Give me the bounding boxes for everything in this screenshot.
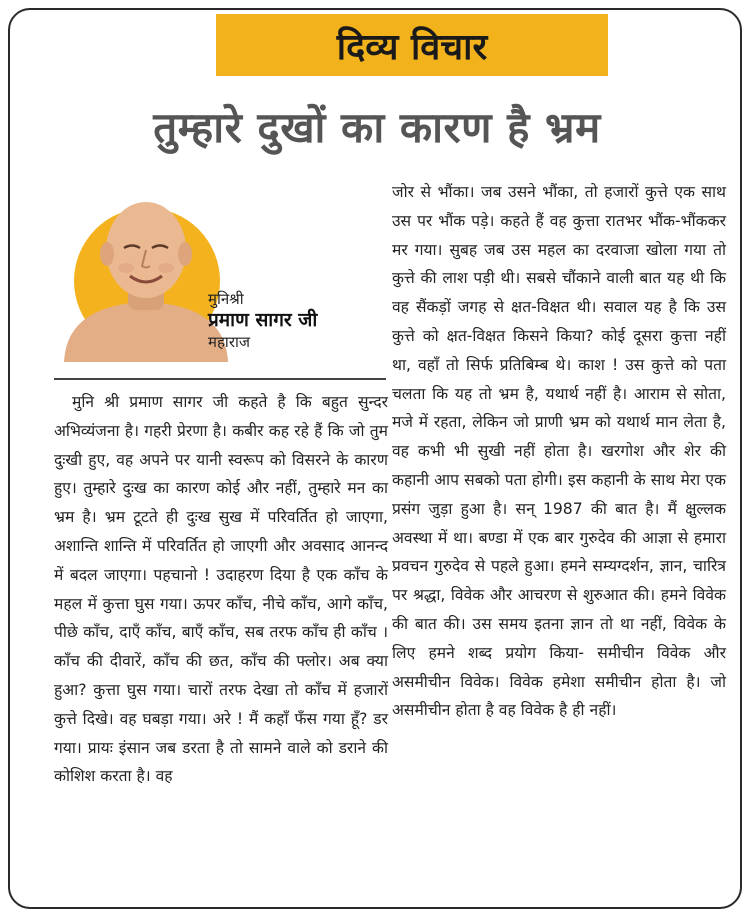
headline: तुम्हारे दुखों का कारण है भ्रम — [153, 103, 601, 152]
divider — [54, 378, 386, 380]
author-suffix: महाराज — [208, 332, 250, 351]
author-byline — [208, 290, 317, 351]
section-banner — [216, 14, 608, 76]
article-column-right: जोर से भौंका। जब उसने भौंका, तो हजारों कुत्ते एक साथ उस पर भौंक पड़े। कहते हैं वह कुत्ता रातभर भौंक-भौंककर मर गया। सुबह जब उस महल का दरवाजा खोला गया तो कुत्ते की लाश पड़ी थी। सबसे चौंकाने वाली बात यह थी कि वह सैंकड़ों जगह से क्षत-विक्षत थी। सवाल यह है कि उस कुत्ते को क्षत-विक्षत किसने किया? कोई दूसरा कुत्ता नहीं था, वहाँ तो सिर्फ प्रतिबिम्ब थे। काश ! उस कुत्ते को पता चलता कि यह तो भ्रम है, यथार्थ नहीं है। आराम से सोता, मजे में रहता, लेकिन जो प्राणी भ्रम को यथार्थ मान लेता है, वह कभी भी सुखी नहीं होता है। खरगोश और शेर की कहानी आप सबको पता होगी। इस कहानी के साथ मेरा एक प्रसंग जुड़ा हुआ है। सन् 1987 की बात है। मैं क्षुल्लक अवस्था में था। बण्डा में एक बार गुरुदेव की आज्ञा से हमारा प्रवचन गुरुदेव से पहले हुआ। हमने सम्यग्दर्शन, ज्ञान, चारित्र पर श्रद्धा, विवेक और आचरण से शुरुआत की। हमने विवेक की बात की। उस समय इतना ज्ञान तो था नहीं, विवेक के लिए हमने शब्द प्रयोग किया- समीचीन विवेक और असमीचीन विवेक। विवेक हमेशा समीचीन होता है। जो असमीचीन होता है वह विवेक है ही नहीं। — [392, 183, 726, 720]
article-frame — [8, 8, 742, 909]
section-label: दिव्य विचार — [336, 26, 488, 68]
author-name: प्रमाण सागर जी — [208, 308, 318, 331]
article-column-left: मुनि श्री प्रमाण सागर जी कहते है कि बहुत सुन्दर अभिव्यंजना है। गहरी प्रेरणा है। कबीर कह रहे हैं कि जो तुम दुःखी हुए, वह अपने पर यानी स्वरूप को विसरने के कारण हुए। तुम्हारे दुःख का कारण कोई और नहीं, तुम्हारे मन का भ्रम है। भ्रम टूटते ही दुःख सुख में परिवर्तित हो जाएगा, अशान्ति शान्ति में परिवर्तित हो जाएगी और अवसाद आनन्द में बदल जाएगा। पहचानो ! उदाहरण दिया है एक काँच के महल में कुत्ता घुस गया। ऊपर काँच, नीचे काँच, आगे काँच, पीछे काँच, दाएँ काँच, बाएँ काँच, सब तरफ काँच ही काँच । काँच की दीवारें, काँच की छत, काँच की फ्लोर। अब क्या हुआ? कुत्ता घुस गया। चारों तरफ देखा तो काँच में हजारों कुत्ते दिखे। वह घबड़ा गया। अरे ! मैं कहाँ फँस गया हूँ? डर गया। प्रायः इंसान जब डरता है तो सामने वाले को डराने की कोशिश करता है। वह — [54, 393, 388, 786]
author-title: मुनिश्री — [208, 290, 244, 308]
portrait-body — [64, 302, 228, 362]
